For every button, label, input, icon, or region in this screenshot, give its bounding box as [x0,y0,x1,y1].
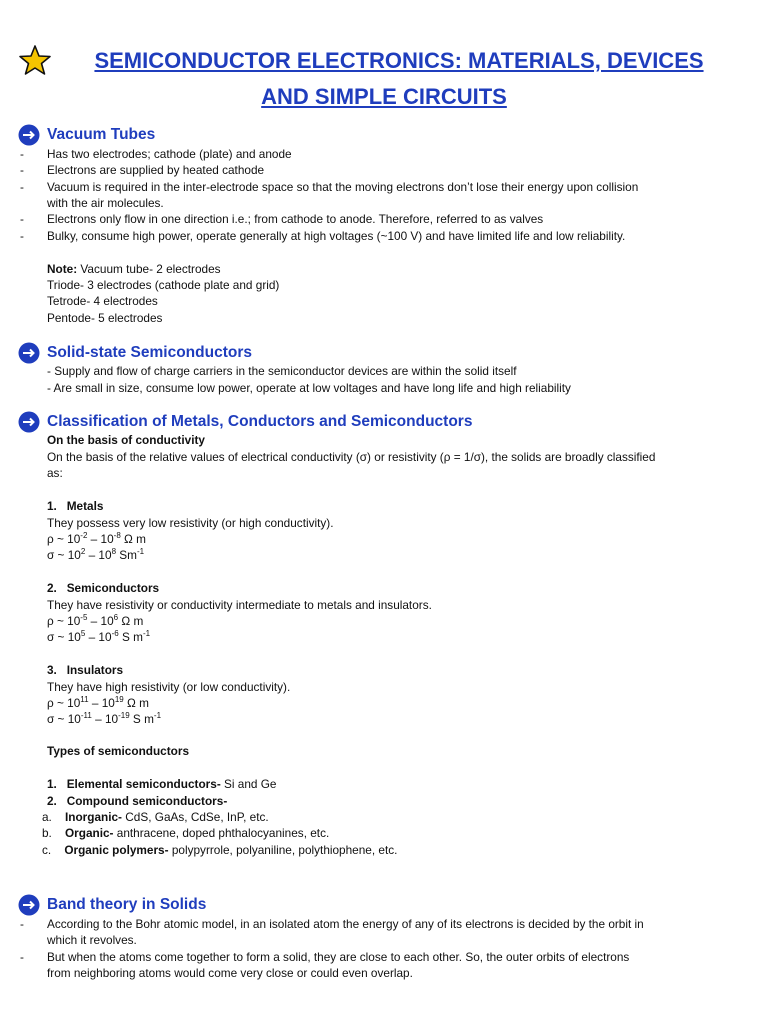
note-line: Triode- 3 electrodes (cathode plate and grid) [47,278,280,292]
description: They have resistivity or conductivity intermediate to metals and insulators. [47,598,432,612]
page-title-line-2: AND SIMPLE CIRCUITS [261,84,507,109]
note-line: Note: Vacuum tube- 2 electrodes [47,262,221,276]
list-item: Vacuum is required in the inter-electrode space so that the moving electrons don’t lose their energy upon collision [47,180,639,194]
numbered-heading-semiconductors: 2. Semiconductors [47,581,160,595]
note-line: Pentode- 5 electrodes [47,311,163,325]
note-line: Tetrode- 4 electrodes [47,294,158,308]
list-item: - Supply and flow of charge carriers in the semiconductor devices are within the solid itself [47,364,517,378]
type-item: 2. Compound semiconductors- [47,794,228,808]
type-subitem: c. Organic polymers- polypyrrole, polyaniline, polythiophene, etc. [42,843,398,857]
resistivity-range: ρ ~ $10^{-2} - 10^{-8}$ Ω m [47,531,146,546]
list-item: According to the Bohr atomic model, in an isolated atom the energy of any of its electrons is decided by the orbit in [47,917,644,931]
section-heading: Classification of Metals, Conductors and Semiconductors [47,413,473,430]
arrow-bullet-icon [18,124,40,146]
types-heading: Types of semiconductors [47,744,190,758]
numbered-heading-metals: 1. Metals [47,499,104,513]
resistivity-range: ρ ~ $10^{11} - 10^{19}$ Ω m [47,695,149,710]
list-item-continuation: from neighboring atoms would come very close or could even overlap. [47,966,413,980]
type-subitem: a. Inorganic- CdS, GaAs, CdSe, InP, etc. [42,810,269,824]
paragraph-line: On the basis of the relative values of electrical conductivity (σ) or resistivity (ρ = 1/σ), the solids are broadly classified [47,450,656,464]
conductivity-range: σ ~ $10^2 - 10^8$ $Sm^{-1}$ [47,547,145,562]
type-subitem: b. Organic- anthracene, doped phthalocyanines, etc. [42,826,330,840]
arrow-bullet-icon [18,411,40,433]
numbered-heading-insulators: 3. Insulators [47,663,124,677]
arrow-bullet-icon [18,894,40,916]
description: They possess very low resistivity (or high conductivity). [47,516,334,530]
description: They have high resistivity (or low conductivity). [47,680,291,694]
conductivity-range: σ ~ $10^5 - 10^{-6}$ S $m^{-1}$ [47,629,151,644]
list-item: Electrons are supplied by heated cathode [47,163,265,177]
conductivity-range: σ ~ $10^{-11} - 10^{-19}$ S $m^{-1}$ [47,711,162,726]
list-item: Bulky, consume high power, operate generally at high voltages (~100 V) and have limited life and low reliability. [47,229,626,243]
type-item: 1. Elemental semiconductors- Si and Ge [47,777,277,791]
list-item: - Are small in size, consume low power, operate at low voltages and have long life and high reliability [47,381,571,395]
section-heading: Solid-state Semiconductors [47,344,252,361]
arrow-bullet-icon [18,342,40,364]
section-heading: Band theory in Solids [47,896,207,913]
page-title-line-1: SEMICONDUCTOR ELECTRONICS: MATERIALS, DEVICES [94,48,704,73]
resistivity-range: ρ ~ $10^{-5} - 10^6$ Ω m [47,613,144,628]
list-item-continuation: with the air molecules. [47,196,164,210]
list-item: But when the atoms come together to form a solid, they are close to each other. So, the outer orbits of electrons [47,950,630,964]
list-item: Has two electrodes; cathode (plate) and anode [47,147,292,161]
paragraph-line: as: [47,466,63,480]
section-heading: Vacuum Tubes [47,126,156,143]
subheading: On the basis of conductivity [47,433,205,447]
list-item: Electrons only flow in one direction i.e.; from cathode to anode. Therefore, referred to as valves [47,212,544,226]
list-item-continuation: which it revolves. [47,933,137,947]
